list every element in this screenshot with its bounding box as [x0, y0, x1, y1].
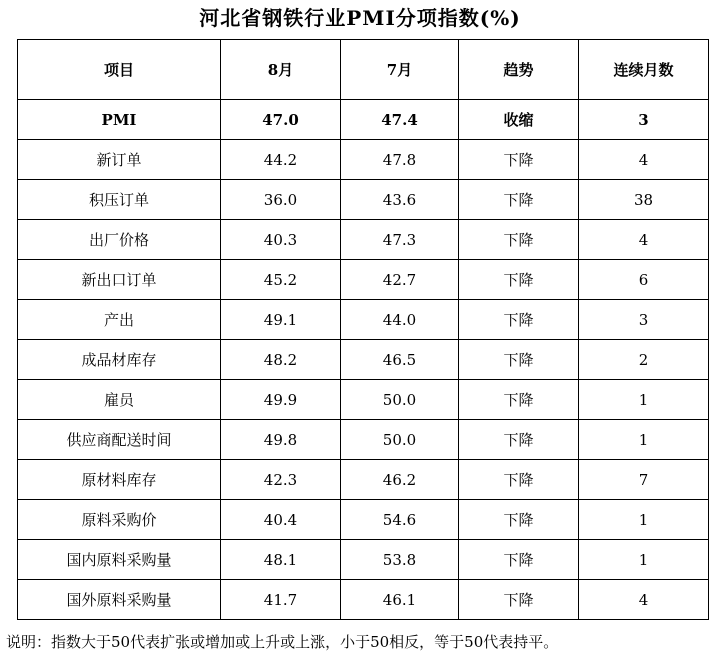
- row-consecutive-months: 1: [579, 500, 709, 540]
- row-august-value: 40.4: [221, 500, 341, 540]
- table-row: [18, 180, 709, 220]
- row-item: 供应商配送时间: [18, 420, 221, 460]
- row-august-value: 44.2: [221, 140, 341, 180]
- row-consecutive-months: 38: [579, 180, 709, 220]
- row-item: 成品材库存: [18, 340, 221, 380]
- row-consecutive-months: 6: [579, 260, 709, 300]
- row-item: 积压订单: [18, 180, 221, 220]
- row-july-value: 47.4: [341, 100, 459, 140]
- header-august: 8月: [221, 40, 341, 100]
- row-consecutive-months: 1: [579, 380, 709, 420]
- row-trend: 下降: [459, 220, 579, 260]
- header-july: 7月: [341, 40, 459, 100]
- row-trend: 下降: [459, 540, 579, 580]
- header-item: 项目: [18, 40, 221, 100]
- row-trend: 下降: [459, 140, 579, 180]
- row-item: 新出口订单: [18, 260, 221, 300]
- table-row: [18, 140, 709, 180]
- table-row: [18, 300, 709, 340]
- row-item: 国内原料采购量: [18, 540, 221, 580]
- row-july-value: 50.0: [341, 380, 459, 420]
- row-july-value: 42.7: [341, 260, 459, 300]
- row-trend: 下降: [459, 300, 579, 340]
- row-july-value: 47.3: [341, 220, 459, 260]
- row-july-value: 44.0: [341, 300, 459, 340]
- table-row: [18, 420, 709, 460]
- row-trend: 下降: [459, 460, 579, 500]
- row-july-value: 54.6: [341, 500, 459, 540]
- row-consecutive-months: 2: [579, 340, 709, 380]
- row-august-value: 42.3: [221, 460, 341, 500]
- header-consecutive-months: 连续月数: [579, 40, 709, 100]
- footnote: 说明：指数大于50代表扩张或增加或上升或上涨，小于50相反，等于50代表持平。: [6, 633, 559, 651]
- row-trend: 下降: [459, 260, 579, 300]
- header-trend: 趋势: [459, 40, 579, 100]
- table-row: [18, 380, 709, 420]
- table-row: [18, 100, 709, 140]
- row-item: PMI: [18, 100, 221, 140]
- row-august-value: 47.0: [221, 100, 341, 140]
- row-item: 国外原料采购量: [18, 580, 221, 620]
- pmi-table: [17, 39, 709, 620]
- table-body: [18, 100, 709, 620]
- row-trend: 收缩: [459, 100, 579, 140]
- row-consecutive-months: 1: [579, 420, 709, 460]
- row-trend: 下降: [459, 580, 579, 620]
- row-consecutive-months: 7: [579, 460, 709, 500]
- row-august-value: 48.2: [221, 340, 341, 380]
- table-row: [18, 220, 709, 260]
- row-august-value: 45.2: [221, 260, 341, 300]
- row-item: 新订单: [18, 140, 221, 180]
- row-july-value: 43.6: [341, 180, 459, 220]
- row-august-value: 49.9: [221, 380, 341, 420]
- row-august-value: 49.1: [221, 300, 341, 340]
- row-consecutive-months: 3: [579, 100, 709, 140]
- row-item: 出厂价格: [18, 220, 221, 260]
- table-row: [18, 580, 709, 620]
- row-trend: 下降: [459, 420, 579, 460]
- row-july-value: 53.8: [341, 540, 459, 580]
- row-item: 原料采购价: [18, 500, 221, 540]
- row-trend: 下降: [459, 500, 579, 540]
- row-august-value: 36.0: [221, 180, 341, 220]
- row-august-value: 41.7: [221, 580, 341, 620]
- row-august-value: 48.1: [221, 540, 341, 580]
- row-consecutive-months: 3: [579, 300, 709, 340]
- table-row: [18, 460, 709, 500]
- row-july-value: 46.2: [341, 460, 459, 500]
- row-consecutive-months: 4: [579, 580, 709, 620]
- row-consecutive-months: 4: [579, 140, 709, 180]
- row-item: 原材料库存: [18, 460, 221, 500]
- row-july-value: 46.5: [341, 340, 459, 380]
- row-trend: 下降: [459, 340, 579, 380]
- row-item: 产出: [18, 300, 221, 340]
- row-august-value: 49.8: [221, 420, 341, 460]
- row-trend: 下降: [459, 380, 579, 420]
- row-consecutive-months: 1: [579, 540, 709, 580]
- row-august-value: 40.3: [221, 220, 341, 260]
- row-trend: 下降: [459, 180, 579, 220]
- row-consecutive-months: 4: [579, 220, 709, 260]
- table-row: [18, 540, 709, 580]
- table-row: [18, 260, 709, 300]
- row-item: 雇员: [18, 380, 221, 420]
- row-july-value: 50.0: [341, 420, 459, 460]
- table-row: [18, 500, 709, 540]
- row-july-value: 46.1: [341, 580, 459, 620]
- table-header-row: [18, 40, 709, 100]
- row-july-value: 47.8: [341, 140, 459, 180]
- table-title: 河北省钢铁行业PMI分项指数(%): [199, 6, 521, 30]
- table-row: [18, 340, 709, 380]
